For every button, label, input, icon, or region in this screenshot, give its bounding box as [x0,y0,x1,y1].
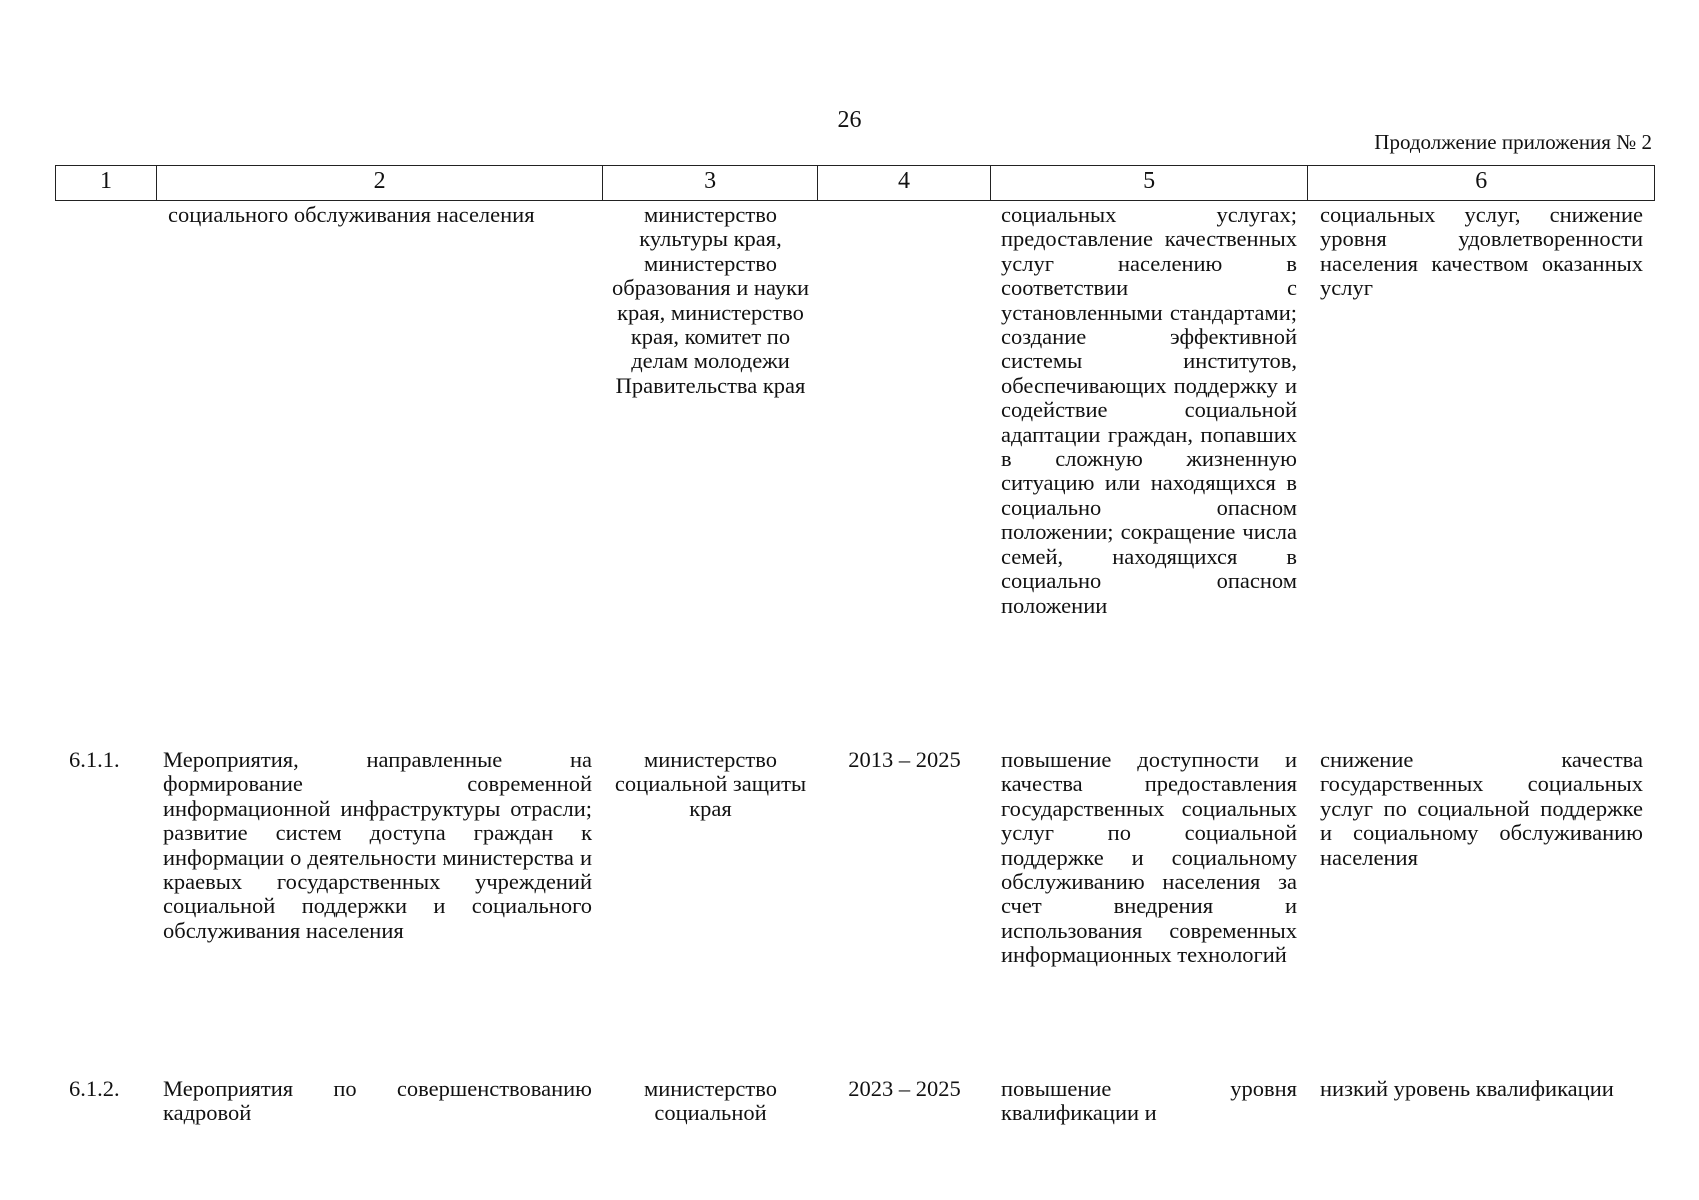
row-number [55,203,156,618]
header-cell-6: 6 [1475,168,1488,194]
table-row [55,748,1655,968]
expected-result: социальных услугах; предоставление качественных услуг населению в соответствии с установленными стандартами; создание эффективной системы институтов, обеспечивающих поддержку и содействие социальной адаптации граждан, попавших в сложную жизненную ситуацию или находящихся в социально опасном положении; сокращение числа семей, находящихся в социально опасном положении [1001,202,1297,618]
non-implementation-consequence: низкий уровень квалификации [1320,1076,1614,1101]
non-implementation-consequence: снижение качества государственных социальных услуг по социальной поддержке и социальному обслуживанию населения [1320,747,1643,870]
event-name: социального обслуживания населения [168,202,535,227]
table-row [55,1077,1655,1126]
table-header-row [55,165,1655,201]
period: 2013 – 2025 [848,747,961,772]
continuation-label: Продолжение приложения № 2 [1374,130,1652,154]
header-cell-3: 3 [603,166,818,200]
expected-result: повышение уровня квалификации и [1001,1076,1297,1126]
row-number: 6.1.1. [69,747,120,772]
period [818,203,991,618]
row-number: 6.1.2. [69,1076,120,1101]
period: 2023 – 2025 [848,1076,961,1101]
header-cell-5: 5 [991,166,1309,200]
header-cell-4: 4 [818,166,991,200]
executor: министерство социальной [644,1076,777,1126]
event-name: Мероприятия по совершенствованию кадровой [163,1076,592,1126]
executor: министерство социальной защиты края [614,747,807,821]
expected-result: повышение доступности и качества предоставления государственных социальных услуг по социальной поддержке и социальному обслуживанию населения за счет внедрения и использования современных информационных технологий [1001,747,1297,968]
header-cell-1: 1 [56,166,157,200]
table-row [55,203,1655,618]
header-cell-2: 2 [157,166,603,200]
page-number: 26 [837,107,862,133]
non-implementation-consequence: социальных услуг, снижение уровня удовлетворенности населения качеством оказанных услуг [1320,202,1643,301]
event-name: Мероприятия, направленные на формирование современной информационной инфраструктуры отрасли; развитие систем доступа граждан к информации о деятельности министерства и краевых государственных учреждений социальной поддержки и социального обслуживания населения [163,747,592,943]
executor: министерство культуры края, министерство образования и науки края, министерство края, комитет по делам молодежи Правительства края [611,202,810,398]
